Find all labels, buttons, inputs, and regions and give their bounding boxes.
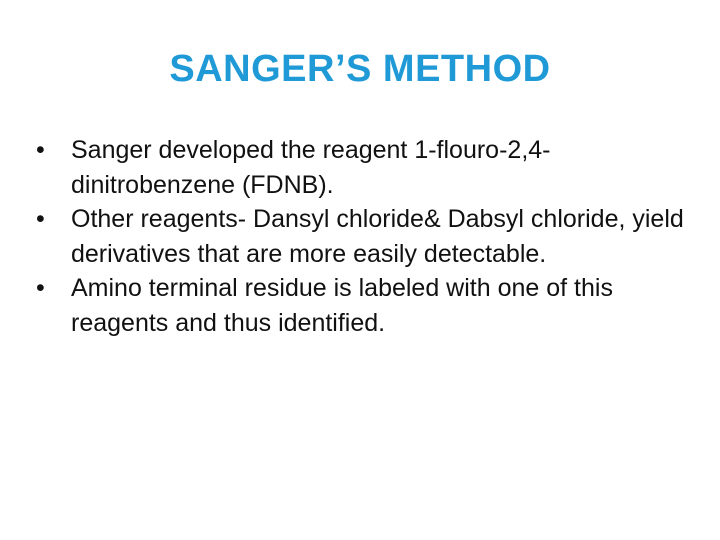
bullet-text: Sanger developed the reagent 1-flouro-2,4-dinitrobenzene (FDNB). [71,136,551,199]
bullet-icon: • [36,274,45,302]
bullet-item [36,271,686,340]
bullet-item [36,133,686,202]
bullet-text: Other reagents- Dansyl chloride& Dabsyl chloride, yield derivatives that are more easily detectable. [71,205,684,268]
bullet-icon: • [36,205,45,233]
bullet-item [36,202,686,271]
bullet-text: Amino terminal residue is labeled with one of this reagents and thus identified. [71,274,613,337]
bullet-icon: • [36,136,45,164]
bullet-list [36,133,686,340]
slide-title: SANGER’S METHOD [169,48,551,90]
